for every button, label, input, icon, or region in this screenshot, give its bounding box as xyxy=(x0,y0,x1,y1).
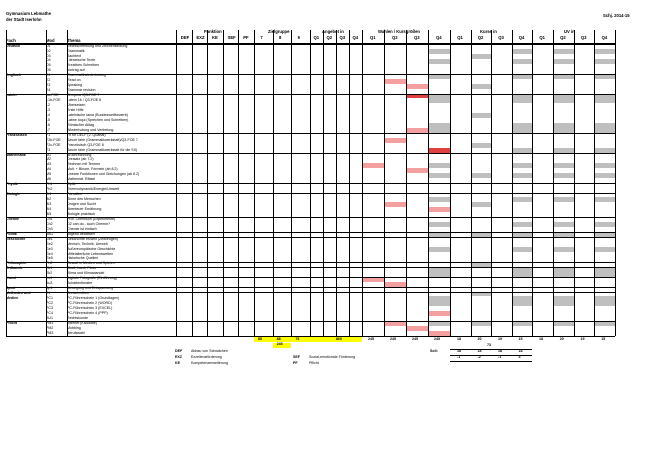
row-mod: PM1 xyxy=(46,320,54,325)
row-mod: M2 xyxy=(46,157,51,162)
gray-cell xyxy=(428,247,450,252)
legend-code: DEF xyxy=(175,349,183,354)
gray-cell xyxy=(594,49,615,54)
kurse-total: 15 xyxy=(518,336,523,341)
grid-vline xyxy=(615,30,616,336)
gray-cell xyxy=(512,59,533,64)
grid-hline xyxy=(6,292,615,293)
row-mod: M4 xyxy=(46,167,51,172)
ziel-total: 75 xyxy=(295,336,300,341)
kurse-sub-0: Q1 xyxy=(457,35,463,40)
row-mod: Ch3 xyxy=(46,226,53,231)
gray-cell xyxy=(594,173,615,178)
gray-cell xyxy=(428,163,450,168)
row-thema: Fit für DELF (2. Quartal) xyxy=(67,132,106,137)
col-fach: Fach xyxy=(6,38,16,43)
col-mod: Mod xyxy=(46,38,55,43)
row-thema: Grammatik xyxy=(67,48,85,53)
row-thema: Chemie ist einfach xyxy=(67,226,97,231)
row-fach: Pflicht xyxy=(6,320,17,325)
kurse-total: 20 xyxy=(477,336,482,341)
soll-value: 18 xyxy=(498,349,502,354)
row-fach: Sport xyxy=(6,286,16,291)
row-mod: L6 xyxy=(46,122,50,127)
school-name: Gymnasium Lebmathe xyxy=(6,11,51,16)
funktion-sub-1: EXZ xyxy=(196,35,205,40)
gray-cell xyxy=(428,222,450,227)
row-thema: Parasiten xyxy=(67,192,83,197)
row-mod: D1 xyxy=(46,43,51,48)
gray-cell xyxy=(428,59,450,64)
legend-text: Sozial-emotionale Förderung xyxy=(309,355,356,360)
row-thema: Prof. Chemikon (Experimente) xyxy=(67,216,116,221)
row-mod: L2 xyxy=(46,103,50,107)
grid-hline xyxy=(6,133,615,134)
gray-cell xyxy=(428,49,450,54)
kurse-sub-1: Q2 xyxy=(477,35,484,40)
row-thema: Vortrag auf xyxy=(67,68,85,73)
gray-cell xyxy=(594,59,615,64)
row-thema: Grammatikwiederholung xyxy=(67,73,106,78)
gray-cell xyxy=(553,247,574,252)
uv-sub-1: Q2 xyxy=(560,35,566,40)
row-mod: F2b-FOE xyxy=(46,137,61,142)
kurse-sum: 73 xyxy=(487,343,491,348)
row-fach: Englisch xyxy=(6,73,21,78)
uv-total: 20 xyxy=(559,336,564,341)
legend-text: Exzellenzförderung xyxy=(191,355,222,360)
row-mod: PC2 xyxy=(46,301,53,305)
highlight-cell xyxy=(428,311,450,316)
row-fach: Geschichte xyxy=(6,236,26,241)
school-city: der Stadt Iserlohn xyxy=(6,17,42,22)
row-mod: Ph2 xyxy=(46,187,53,192)
row-mod: PM3 xyxy=(46,330,54,335)
row-thema: Außereuropäische Geschichte xyxy=(67,246,116,251)
col-thema: Thema xyxy=(67,38,81,43)
row-mod: Ph1 xyxy=(46,182,53,187)
gray-cell xyxy=(594,163,615,168)
row-thema: Römischer Alltag xyxy=(67,122,94,127)
highlight-cell xyxy=(384,202,406,207)
row-fach: Medien xyxy=(6,296,19,301)
row-thema: Wiederholung und Vertiefung xyxy=(67,127,114,132)
highlight-cell xyxy=(384,138,406,143)
uv-total: 19 xyxy=(580,336,585,341)
row-thema: Latine loqui (Sprechen und Schreiben) xyxy=(67,117,129,122)
grid-hline xyxy=(6,232,615,233)
wahlen-sub-2: Q3 xyxy=(414,35,420,40)
row-thema: Geschichte erzählt (Zeitzeugen) xyxy=(67,236,118,241)
row-thema: Berufswahl xyxy=(67,330,85,335)
gray-cell xyxy=(553,301,574,306)
row-thema: Thermodynamik/Energie/Umwelt xyxy=(67,187,120,192)
grid-hline xyxy=(6,237,615,238)
row-mod: AU1 xyxy=(46,315,53,320)
angebot-sub-1: Q2 xyxy=(326,35,333,40)
row-mod: L7 xyxy=(46,127,50,132)
gray-cell xyxy=(471,84,492,89)
funktion-sub-2: KE xyxy=(212,35,218,40)
row-thema: Sachtext xyxy=(67,53,81,58)
row-fach: Deutsch xyxy=(6,43,21,48)
row-thema: Abenteuer Ernährung xyxy=(67,206,102,211)
gray-cell xyxy=(512,49,533,54)
soll-value: 18 xyxy=(518,349,523,354)
diff-value: -1 xyxy=(498,355,502,360)
uv-total: 15 xyxy=(601,336,606,341)
row-mod: M6 xyxy=(46,177,51,182)
row-thema: Bewegung und Entspannung xyxy=(67,286,114,291)
row-mod: Bi1 xyxy=(46,192,52,197)
row-thema: Speaking xyxy=(67,83,82,88)
row-mod: M3 xyxy=(46,162,51,167)
legend-text: Abbau von Schwächen xyxy=(191,349,228,354)
row-thema: Textschreiben xyxy=(67,291,90,296)
col-angebot: Angebot in xyxy=(322,29,344,34)
gray-cell xyxy=(428,173,450,178)
row-mod: Sw1 xyxy=(46,231,53,236)
gray-cell xyxy=(512,247,533,252)
grid-hline xyxy=(450,349,532,350)
wahlen-total: 245 xyxy=(412,336,418,341)
diff-value: -1 xyxy=(457,355,461,360)
row-mod: L3 xyxy=(46,107,50,112)
row-fach: Erdkunde xyxy=(6,266,23,271)
legend-text: Pflicht xyxy=(309,361,319,366)
gray-cell xyxy=(553,163,574,168)
row-mod: M1 xyxy=(46,152,51,157)
row-thema: Biologie praktisch xyxy=(67,211,96,216)
gray-cell xyxy=(471,113,492,118)
row-thema: Dreisatz (ab 7.2) xyxy=(67,157,94,162)
row-fach: Latein xyxy=(6,93,17,98)
gray-cell xyxy=(553,59,574,64)
gray-cell xyxy=(512,197,533,202)
highlight-cell xyxy=(362,163,384,168)
wahlen-sub-0: Q1 xyxy=(370,35,376,40)
kurse-total: 19 xyxy=(498,336,502,341)
wahlen-total: 245 xyxy=(368,336,374,341)
row-mod: PC1 xyxy=(46,296,53,301)
row-thema: Savoir faire (Grammatikwerkstatt)/Q3-FOE 7 xyxy=(67,137,138,142)
gray-cell xyxy=(594,247,615,252)
row-mod: Ph2 xyxy=(46,261,53,266)
row-fach: Politik xyxy=(6,231,17,236)
row-thema: PC-Führerschein 2 (WORD) xyxy=(67,301,112,305)
row-thema: Internet (Klickkafe) xyxy=(67,320,97,325)
row-mod: D3 xyxy=(46,53,51,58)
col-funktion: Funktion xyxy=(204,29,222,34)
legend-code: SEF xyxy=(293,355,300,360)
row-mod: L1b-FOE xyxy=(46,98,61,103)
legend-code: EXZ xyxy=(175,355,182,360)
row-thema: Grammar revision xyxy=(67,88,96,93)
grid-hline xyxy=(6,44,615,45)
row-thema: Savoir faire (Grammatikwerkstatt für die SII) xyxy=(67,147,137,152)
ziel-total: 85 xyxy=(258,336,262,341)
ziel-total: 88 xyxy=(276,336,281,341)
row-thema: Optik xyxy=(67,182,76,187)
row-mod: PM2 xyxy=(46,325,54,330)
soll-label: Soll: xyxy=(430,349,438,354)
diff-value: -2 xyxy=(477,355,481,360)
gray-cell xyxy=(594,301,615,306)
row-thema: Übersetzen xyxy=(67,103,86,107)
angebot-sub-2: Q3 xyxy=(339,35,346,40)
row-mod: Bi3 xyxy=(46,202,52,206)
row-thema: PC-Führerschein 3 (EXCEL) xyxy=(67,305,113,310)
grid-hline xyxy=(6,217,615,218)
row-mod: D5 xyxy=(46,63,51,68)
gray-cell xyxy=(512,163,533,168)
row-mod: PC4 xyxy=(46,310,53,315)
gray-cell xyxy=(594,98,615,103)
grid-hline xyxy=(450,355,532,356)
school-year: Schj. 2014-15 xyxy=(603,13,630,18)
uv-sub-2: Q3 xyxy=(580,35,587,40)
row-thema: Mensch, Technik, Umwelt xyxy=(67,241,108,246)
row-thema: Erste Hilfe xyxy=(67,107,84,112)
grid-hline xyxy=(6,94,615,95)
row-thema: Latein 1b / Q3-FOE 8 xyxy=(67,98,102,103)
row-mod: 1a-FOE xyxy=(46,93,59,98)
row-mod: Bi4 xyxy=(46,206,52,211)
row-mod: PC3 xyxy=(46,305,53,310)
row-fach: Physik xyxy=(6,182,18,187)
row-thema: O2 can do - auch Chemie? xyxy=(67,221,110,226)
row-mod: E4 xyxy=(46,88,51,93)
uv-sub-0: Q1 xyxy=(539,35,545,40)
row-thema: PC-Führerschein 1 (Grundlagen) xyxy=(67,296,120,301)
gray-cell xyxy=(594,222,615,227)
row-mod: E3 xyxy=(46,83,51,88)
gray-cell xyxy=(471,173,492,178)
ziel-sum: 245 xyxy=(276,342,283,347)
col-kurse: Kurse in xyxy=(480,29,497,34)
row-mod: L5 xyxy=(46,117,50,122)
gray-cell xyxy=(471,202,492,207)
gray-cell xyxy=(512,301,533,306)
row-mod: Ge2 xyxy=(46,241,53,246)
grid-hline xyxy=(6,193,615,194)
highlight-cell xyxy=(406,326,428,331)
row-mod: F3 xyxy=(46,147,51,152)
gray-cell xyxy=(553,222,574,227)
angebot-sub-3: Q4 xyxy=(352,35,359,40)
row-thema: Read on xyxy=(67,78,81,83)
wahlen-sub-3: Q4 xyxy=(436,35,442,40)
grid-hline xyxy=(6,153,615,154)
row-thema: Rechnen mit Termen xyxy=(67,162,101,167)
gray-cell xyxy=(471,54,492,59)
uv-sub-3: Q4 xyxy=(601,35,608,40)
diff-value: 3 xyxy=(518,355,521,360)
wahlen-sub-1: Q2 xyxy=(392,35,398,40)
highlight-cell xyxy=(384,79,406,84)
legend-code: PF xyxy=(293,361,298,366)
grid-hline xyxy=(6,267,615,268)
row-mod: T1 xyxy=(46,291,51,296)
highlight-cell xyxy=(406,168,428,173)
row-thema: Mittelalterliche Lebenswelten xyxy=(67,251,114,256)
gray-cell xyxy=(512,98,533,103)
grid-hline xyxy=(6,321,615,322)
row-thema: Lateinische Iaina (Bundeswettbewerb) xyxy=(67,112,128,117)
row-thema: Rechtskunde xyxy=(67,315,88,320)
angebot-sum: 860 xyxy=(336,336,342,341)
row-thema: Mult. + Binom. Formeln (ab 8.2) xyxy=(67,167,118,172)
col-wahlen: Wahlen / Kursgrößen xyxy=(378,29,420,34)
gray-cell xyxy=(512,173,533,178)
kurse-sub-2: Q3 xyxy=(498,35,504,40)
soll-value: 18 xyxy=(457,349,461,354)
row-mod: D6 xyxy=(46,68,51,73)
row-mod: Ge3 xyxy=(46,246,53,251)
col-uv: UV in xyxy=(564,29,575,34)
row-mod: Ge1 xyxy=(46,236,53,241)
col-zielgruppe: Zielgruppe xyxy=(268,29,290,34)
row-thema: Schattentheater xyxy=(67,281,93,286)
row-fach: Philosophie xyxy=(6,261,27,266)
row-thema: Gewalt in Medien und Spielen xyxy=(67,261,115,266)
funktion-sub-4: PF xyxy=(243,35,249,40)
kurse-total: 18 xyxy=(457,336,461,341)
gray-cell xyxy=(471,143,492,148)
row-thema: Lineare Funktionen und Gleichungen (ab 8.2) xyxy=(67,172,140,177)
gray-cell xyxy=(594,197,615,202)
grid-hline xyxy=(6,262,615,263)
kurse-sub-3: Q4 xyxy=(518,35,525,40)
row-thema: PC-Führerschein 4 (PPP) xyxy=(67,310,108,315)
row-thema: Bruchrechnung xyxy=(67,152,92,157)
row-thema: Mathemat. Rätsel xyxy=(67,177,96,182)
gray-cell xyxy=(553,173,574,178)
gray-cell xyxy=(553,197,574,202)
gray-cell xyxy=(553,98,574,103)
gray-cell xyxy=(428,197,450,202)
row-mod: M5 xyxy=(46,172,51,177)
gray-cell xyxy=(553,49,574,54)
wahlen-total: 245 xyxy=(434,336,440,341)
grid-hline xyxy=(6,277,615,278)
row-mod: F1 xyxy=(46,132,51,137)
row-mod: Bi5 xyxy=(46,211,52,216)
row-mod: Ch2 xyxy=(46,221,53,226)
row-thema: Sinne des Menschen xyxy=(67,197,101,202)
row-mod: D2 xyxy=(46,48,51,53)
row-thema: Klima und Klimawandel xyxy=(67,271,105,276)
row-mod: E2 xyxy=(46,78,51,83)
uv-total: 18 xyxy=(539,336,543,341)
row-fach: Kunst xyxy=(6,276,17,281)
row-mod: Ch1 xyxy=(46,216,53,221)
grid-hline xyxy=(450,361,532,362)
row-mod: Sp1 xyxy=(46,286,53,291)
row-mod: Ek2 xyxy=(46,271,53,276)
funktion-sub-0: DEF xyxy=(180,35,190,40)
grid-hline xyxy=(6,74,615,75)
legend-code: KE xyxy=(175,361,180,366)
row-thema: Stadt, Land, Fluss xyxy=(67,266,96,271)
row-thema: Mobbing xyxy=(67,325,81,330)
row-fach: Mathematik xyxy=(6,152,26,157)
row-thema: Historische Quellen xyxy=(67,256,99,261)
ziel-total-bg xyxy=(254,337,310,342)
row-mod: D4 xyxy=(46,58,51,63)
gray-cell xyxy=(428,98,450,103)
row-thema: Drogen und Sucht xyxy=(67,202,96,206)
row-mod: F2c-FOE xyxy=(46,142,61,147)
row-mod: Bi2 xyxy=(46,197,52,202)
row-thema: Französisch Q3-FOE 8 xyxy=(67,142,104,147)
row-thema: Rechtschreibung und Zeichensetzung xyxy=(67,43,128,48)
funktion-sub-3: SEF xyxy=(227,35,236,40)
row-fach: Französisch xyxy=(6,132,27,137)
grid-hline xyxy=(6,183,615,184)
row-mod: L4 xyxy=(46,112,50,117)
row-mod: Ge5 xyxy=(46,256,53,261)
gray-cell xyxy=(428,301,450,306)
gray-cell xyxy=(512,222,533,227)
row-fach: Biologie xyxy=(6,192,21,197)
ziel-sub-1: 8 xyxy=(279,35,282,40)
row-mod: Ge4 xyxy=(46,251,53,256)
row-mod: E1 xyxy=(46,73,51,78)
wahlen-total: 245 xyxy=(390,336,396,341)
ziel-sub-2: 9 xyxy=(297,35,300,40)
highlight-cell xyxy=(428,207,450,212)
row-thema: Jugend debattiert xyxy=(67,231,95,236)
row-mod: Ku3 xyxy=(46,281,53,286)
row-mod: Ek1 xyxy=(46,266,53,271)
legend-text: Kompetenzerweiterung xyxy=(191,361,228,366)
soll-value: 18 xyxy=(477,349,482,354)
row-thema: Digitale Fotografie (Einführung) xyxy=(67,276,117,281)
row-fach: Chemie xyxy=(6,216,19,221)
row-mod: Ku1 xyxy=(46,276,53,281)
row-thema: Tempora /Q3-FOE 7 xyxy=(67,93,100,98)
row-fach: Methoden und xyxy=(6,291,31,296)
angebot-sub-0: Q1 xyxy=(313,35,320,40)
grid-hline xyxy=(6,287,615,288)
highlight-cell xyxy=(406,84,428,89)
row-thema: Kreatives Schreiben xyxy=(67,63,100,68)
ziel-sub-0: 7 xyxy=(260,35,263,40)
row-thema: Literarische Texte xyxy=(67,58,96,63)
